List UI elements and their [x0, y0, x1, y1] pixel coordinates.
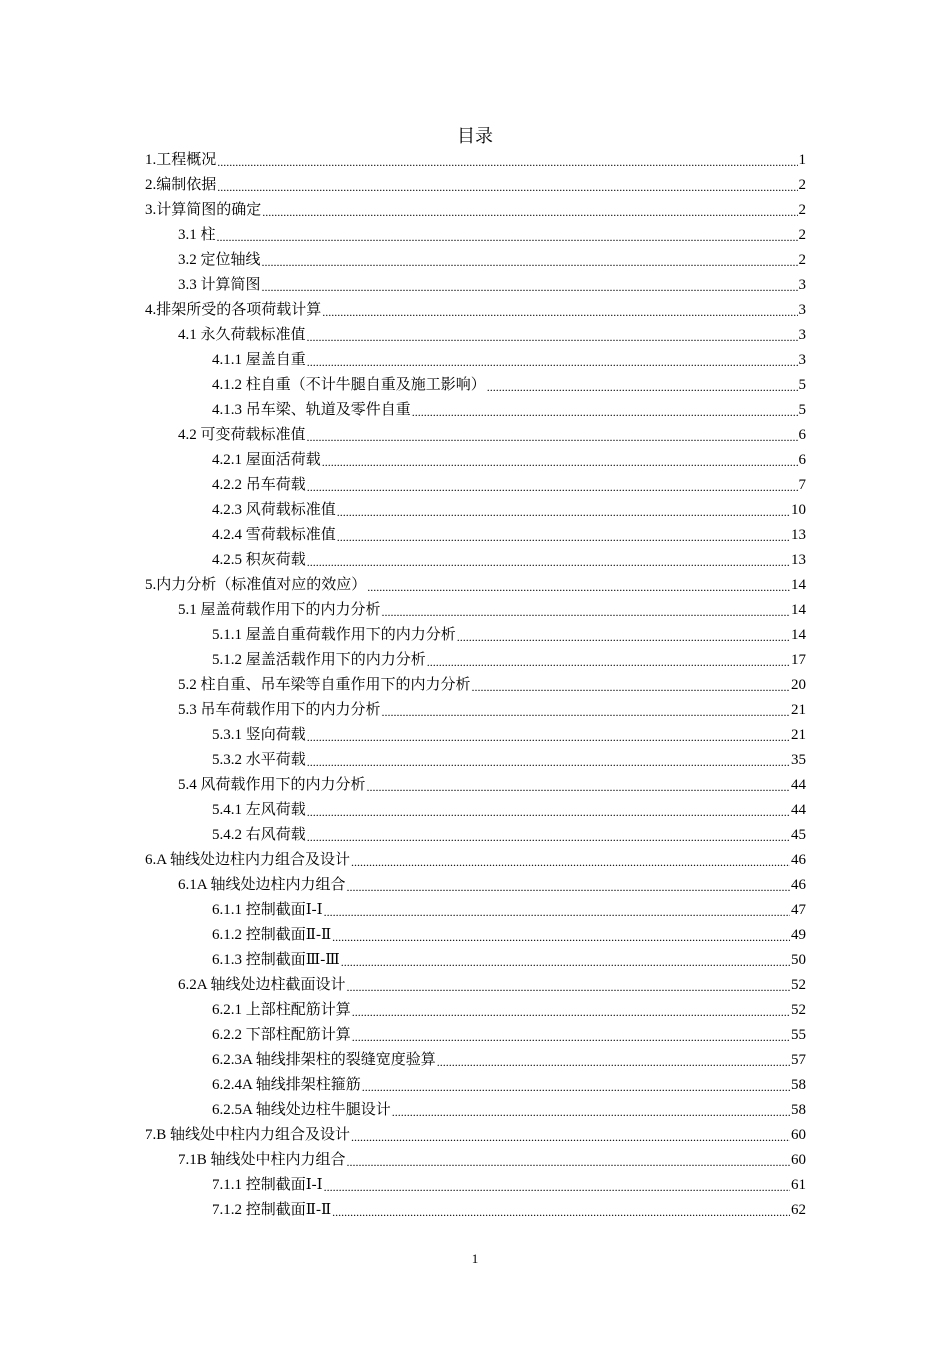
- toc-entry-text: 6.2.5A 轴线处边柱牛腿设计: [212, 1102, 391, 1118]
- toc-leader-dots: [217, 176, 797, 198]
- toc-entry-page: 58: [791, 1102, 806, 1118]
- toc-entry-page: 57: [791, 1052, 806, 1068]
- toc-entry[interactable]: [145, 948, 806, 973]
- toc-entry-page: 5: [798, 402, 806, 418]
- toc-entry-page: 44: [791, 802, 806, 818]
- toc-entry-page: 62: [791, 1202, 806, 1218]
- toc-entry[interactable]: [145, 673, 806, 698]
- toc-entry[interactable]: [145, 998, 806, 1023]
- toc-entry-text: 6.1.1 控制截面Ⅰ-Ⅰ: [212, 902, 323, 918]
- toc-entry[interactable]: [145, 148, 806, 173]
- toc-leader-dots: [347, 876, 790, 898]
- toc-entry-page: 60: [791, 1152, 806, 1168]
- toc-leader-dots: [351, 1126, 790, 1148]
- toc-entry[interactable]: [145, 1148, 806, 1173]
- toc-entry-page: 61: [791, 1177, 806, 1193]
- toc-entry-text: 6.1.3 控制截面Ⅲ-Ⅲ: [212, 952, 340, 968]
- toc-entry-page: 52: [791, 977, 806, 993]
- toc-leader-dots: [412, 401, 798, 423]
- toc-entry[interactable]: [145, 898, 806, 923]
- toc-leader-dots: [322, 451, 798, 473]
- toc-entry-text: 4.2.4 雪荷载标准值: [212, 527, 336, 543]
- toc-entry-text: 6.1.2 控制截面Ⅱ-Ⅱ: [212, 927, 332, 943]
- toc-leader-dots: [307, 751, 790, 773]
- toc-entry-text: 6.2.1 上部柱配筋计算: [212, 1002, 351, 1018]
- toc-entry-text: 3.3 计算简图: [178, 277, 261, 293]
- toc-entry-text: 4.1.3 吊车梁、轨道及零件自重: [212, 402, 411, 418]
- toc-entry-text: 4.1 永久荷载标准值: [178, 327, 306, 343]
- toc-entry-text: 5.3.1 竖向荷载: [212, 727, 306, 743]
- toc-entry-page: 58: [791, 1077, 806, 1093]
- toc-entry-text: 7.1.2 控制截面Ⅱ-Ⅱ: [212, 1202, 332, 1218]
- toc-entry-text: 4.1.2 柱自重（不计牛腿自重及施工影响）: [212, 377, 486, 393]
- toc-entry-text: 5.4 风荷载作用下的内力分析: [178, 777, 366, 793]
- toc-entry[interactable]: [145, 248, 806, 273]
- toc-entry-page: 60: [791, 1127, 806, 1143]
- toc-leader-dots: [337, 526, 790, 548]
- toc-leader-dots: [437, 1051, 790, 1073]
- toc-entry-page: 50: [791, 952, 806, 968]
- toc-entry-text: 4.2.3 风荷载标准值: [212, 502, 336, 518]
- toc-leader-dots: [362, 1076, 790, 1098]
- toc-entry-page: 21: [791, 727, 806, 743]
- toc-leader-dots: [307, 326, 798, 348]
- toc-entry[interactable]: [145, 1173, 806, 1198]
- toc-leader-dots: [324, 901, 790, 923]
- toc-entry-text: 4.2.2 吊车荷载: [212, 477, 306, 493]
- toc-leader-dots: [217, 226, 798, 248]
- toc-entry-page: 2: [798, 177, 806, 193]
- toc-leader-dots: [347, 1151, 790, 1173]
- toc-entry-page: 20: [791, 677, 806, 693]
- toc-entry-text: 3.2 定位轴线: [178, 252, 261, 268]
- toc-entry-page: 35: [791, 752, 806, 768]
- toc-leader-dots: [262, 251, 798, 273]
- toc-entry-text: 1.工程概况: [145, 152, 217, 168]
- toc-leader-dots: [324, 1176, 790, 1198]
- toc-entry-text: 4.排架所受的各项荷载计算: [145, 302, 322, 318]
- toc-leader-dots: [382, 701, 790, 723]
- toc-entry-page: 3: [798, 302, 806, 318]
- toc-entry-text: 5.3 吊车荷载作用下的内力分析: [178, 702, 381, 718]
- toc-entry-text: 5.内力分析（标准值对应的效应）: [145, 577, 367, 593]
- toc-entry-text: 7.B 轴线处中柱内力组合及设计: [145, 1127, 351, 1143]
- toc-leader-dots: [351, 851, 790, 873]
- toc-entry-page: 14: [791, 627, 806, 643]
- toc-entry-page: 45: [791, 827, 806, 843]
- toc-leader-dots: [262, 201, 797, 223]
- toc-entry-text: 4.2.1 屋面活荷载: [212, 452, 321, 468]
- toc-entry[interactable]: [145, 723, 806, 748]
- toc-leader-dots: [307, 726, 790, 748]
- toc-entry[interactable]: [145, 648, 806, 673]
- toc-entry-page: 46: [791, 852, 806, 868]
- page-number: 1: [471, 1251, 479, 1266]
- toc-entry[interactable]: [145, 223, 806, 248]
- toc-entry[interactable]: [145, 298, 806, 323]
- toc-entry[interactable]: [145, 1123, 806, 1148]
- toc-entry-page: 6: [798, 427, 806, 443]
- toc-entry[interactable]: [145, 848, 806, 873]
- toc-entry-text: 4.2.5 积灰荷载: [212, 552, 306, 568]
- toc-entry[interactable]: [145, 823, 806, 848]
- toc-entry[interactable]: [145, 173, 806, 198]
- toc-entry-text: 4.1.1 屋盖自重: [212, 352, 306, 368]
- toc-leader-dots: [322, 301, 797, 323]
- toc-entry-page: 1: [798, 152, 806, 168]
- toc-entry-text: 5.1.1 屋盖自重荷载作用下的内力分析: [212, 627, 456, 643]
- toc-entry-text: 6.1A 轴线处边柱内力组合: [178, 877, 346, 893]
- toc-leader-dots: [217, 151, 797, 173]
- toc-leader-dots: [472, 676, 790, 698]
- toc-entry[interactable]: [145, 1198, 806, 1223]
- toc-entry-text: 4.2 可变荷载标准值: [178, 427, 306, 443]
- toc-leader-dots: [307, 826, 790, 848]
- toc-leader-dots: [307, 351, 798, 373]
- toc-leader-dots: [352, 1001, 790, 1023]
- toc-entry-page: 3: [798, 352, 806, 368]
- toc-entry-text: 7.1.1 控制截面Ⅰ-Ⅰ: [212, 1177, 323, 1193]
- toc-leader-dots: [392, 1101, 790, 1123]
- toc-entry[interactable]: [145, 873, 806, 898]
- toc-entry[interactable]: [145, 398, 806, 423]
- toc-leader-dots: [307, 476, 798, 498]
- toc-entry[interactable]: [145, 423, 806, 448]
- toc-entry-page: 10: [791, 502, 806, 518]
- toc-entry-text: 6.2A 轴线处边柱截面设计: [178, 977, 346, 993]
- toc-entry[interactable]: [145, 623, 806, 648]
- toc-entry-text: 5.4.1 左风荷载: [212, 802, 306, 818]
- toc-list: [145, 148, 806, 1223]
- toc-leader-dots: [337, 501, 790, 523]
- toc-entry-text: 5.1.2 屋盖活载作用下的内力分析: [212, 652, 426, 668]
- toc-leader-dots: [347, 976, 790, 998]
- toc-entry-page: 2: [798, 227, 806, 243]
- toc-leader-dots: [341, 951, 790, 973]
- toc-entry[interactable]: [145, 348, 806, 373]
- toc-entry[interactable]: [145, 748, 806, 773]
- toc-leader-dots: [332, 1201, 790, 1223]
- toc-leader-dots: [352, 1026, 790, 1048]
- toc-entry[interactable]: [145, 273, 806, 298]
- toc-entry-page: 44: [791, 777, 806, 793]
- toc-entry-page: 21: [791, 702, 806, 718]
- toc-leader-dots: [367, 776, 790, 798]
- toc-leader-dots: [307, 551, 790, 573]
- toc-entry-page: 13: [791, 552, 806, 568]
- toc-entry-page: 3: [798, 327, 806, 343]
- toc-leader-dots: [307, 801, 790, 823]
- toc-entry[interactable]: [145, 498, 806, 523]
- toc-entry[interactable]: [145, 1023, 806, 1048]
- toc-entry-page: 3: [798, 277, 806, 293]
- toc-entry-page: 49: [791, 927, 806, 943]
- toc-leader-dots: [367, 576, 790, 598]
- toc-leader-dots: [307, 426, 798, 448]
- toc-entry[interactable]: [145, 323, 806, 348]
- toc-entry-text: 6.2.3A 轴线排架柱的裂缝宽度验算: [212, 1052, 436, 1068]
- toc-entry-page: 14: [791, 602, 806, 618]
- toc-leader-dots: [262, 276, 798, 298]
- toc-entry[interactable]: [145, 973, 806, 998]
- toc-entry-page: 7: [798, 477, 806, 493]
- toc-leader-dots: [457, 626, 790, 648]
- toc-entry-text: 5.1 屋盖荷载作用下的内力分析: [178, 602, 381, 618]
- toc-entry-text: 3.计算简图的确定: [145, 202, 262, 218]
- toc-entry-page: 55: [791, 1027, 806, 1043]
- toc-leader-dots: [427, 651, 790, 673]
- toc-entry-text: 7.1B 轴线处中柱内力组合: [178, 1152, 346, 1168]
- toc-entry-page: 14: [791, 577, 806, 593]
- toc-entry-page: 2: [798, 202, 806, 218]
- toc-entry-page: 46: [791, 877, 806, 893]
- toc-entry-page: 47: [791, 902, 806, 918]
- toc-entry-page: 52: [791, 1002, 806, 1018]
- toc-entry-page: 6: [798, 452, 806, 468]
- toc-entry-text: 3.1 柱: [178, 227, 216, 243]
- toc-entry[interactable]: [145, 473, 806, 498]
- toc-entry[interactable]: [145, 448, 806, 473]
- toc-entry[interactable]: [145, 198, 806, 223]
- toc-entry-page: 13: [791, 527, 806, 543]
- toc-entry[interactable]: [145, 773, 806, 798]
- toc-entry[interactable]: [145, 923, 806, 948]
- toc-entry[interactable]: [145, 598, 806, 623]
- toc-entry-page: 5: [798, 377, 806, 393]
- toc-entry-text: 6.2.2 下部柱配筋计算: [212, 1027, 351, 1043]
- toc-entry[interactable]: [145, 573, 806, 598]
- toc-entry-text: 6.A 轴线处边柱内力组合及设计: [145, 852, 351, 868]
- toc-title: 目录: [457, 126, 493, 146]
- toc-entry[interactable]: [145, 1073, 806, 1098]
- toc-leader-dots: [332, 926, 790, 948]
- toc-entry[interactable]: [145, 698, 806, 723]
- toc-entry-page: 2: [798, 252, 806, 268]
- toc-entry-text: 5.2 柱自重、吊车梁等自重作用下的内力分析: [178, 677, 471, 693]
- toc-leader-dots: [382, 601, 790, 623]
- toc-entry-page: 17: [791, 652, 806, 668]
- toc-leader-dots: [487, 376, 798, 398]
- toc-entry[interactable]: [145, 548, 806, 573]
- toc-entry[interactable]: [145, 523, 806, 548]
- toc-entry-text: 5.3.2 水平荷载: [212, 752, 306, 768]
- toc-entry[interactable]: [145, 1098, 806, 1123]
- toc-entry[interactable]: [145, 1048, 806, 1073]
- toc-entry-text: 6.2.4A 轴线排架柱箍筋: [212, 1077, 361, 1093]
- toc-entry-text: 5.4.2 右风荷载: [212, 827, 306, 843]
- toc-entry-text: 2.编制依据: [145, 177, 217, 193]
- toc-entry[interactable]: [145, 373, 806, 398]
- toc-entry[interactable]: [145, 798, 806, 823]
